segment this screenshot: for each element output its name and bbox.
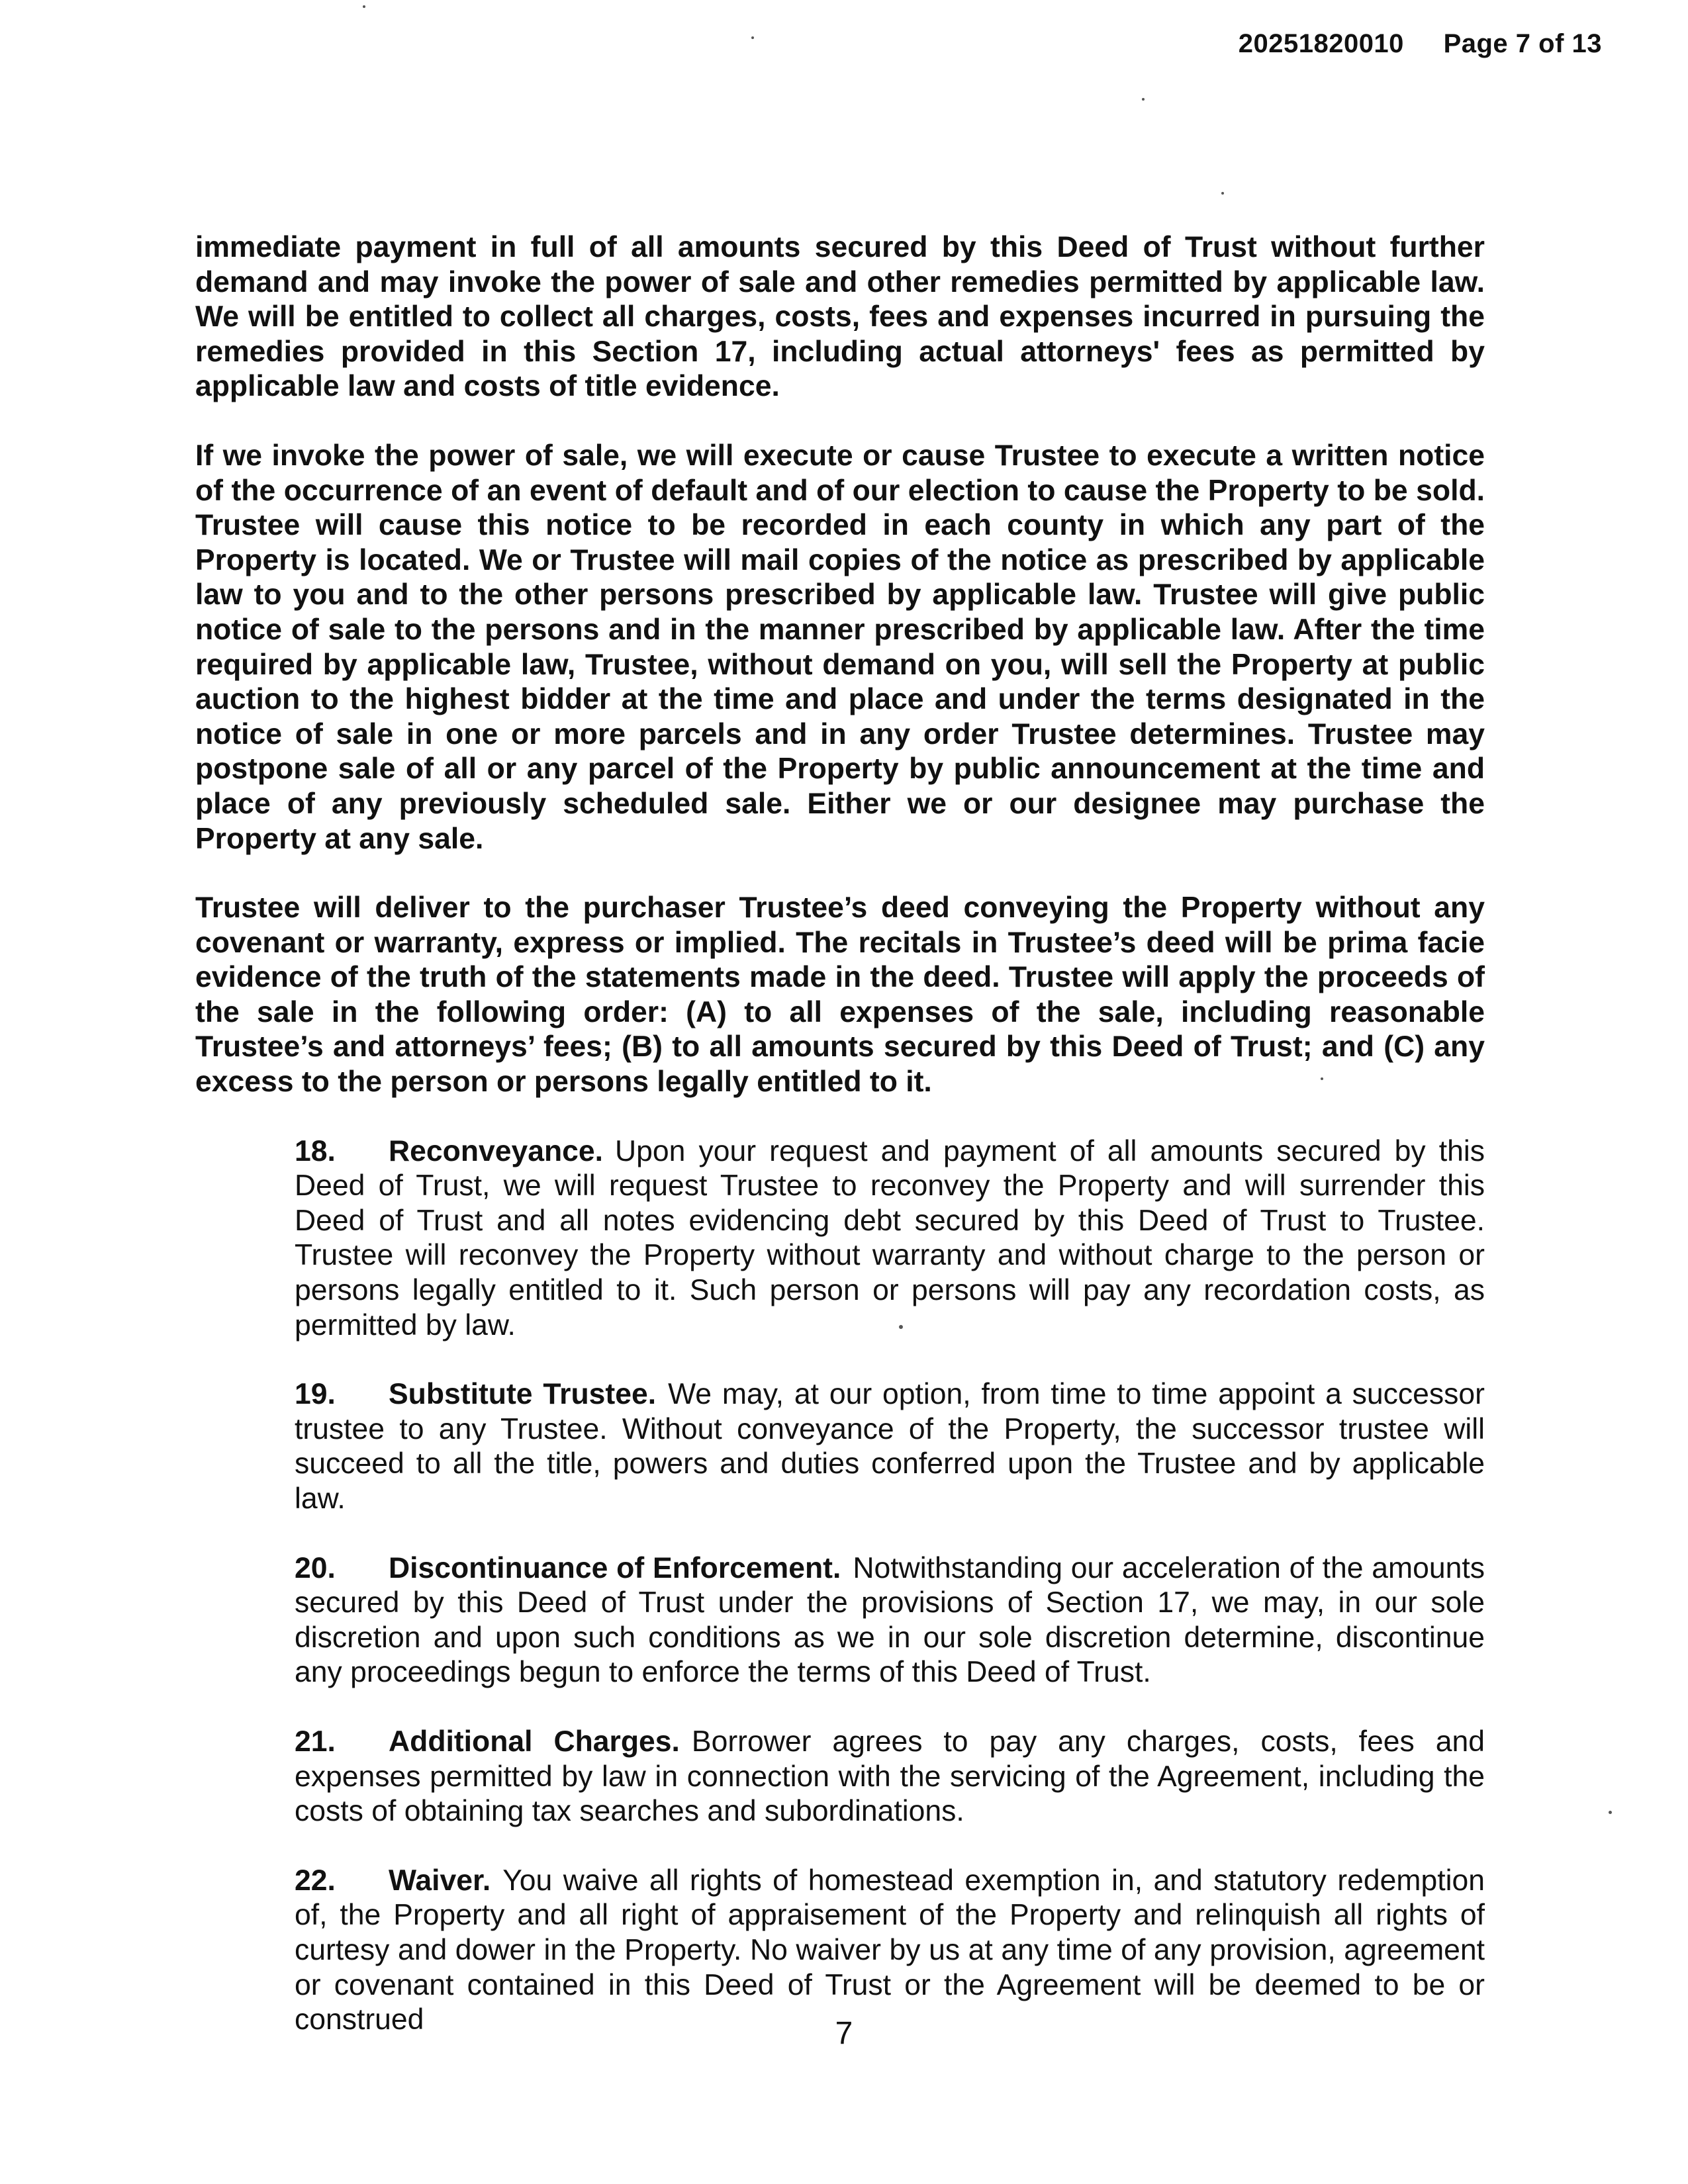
section-number: 22. <box>295 1864 336 1897</box>
section-19-substitute-trustee <box>195 1377 1485 1516</box>
section-text: You waive all rights of homestead exemption in, and statutory redemption of, the Property and all right of appraisement of the Property and relinquish all rights of curtesy and dower in the Property. No waiver by us at any time of any provision, agreement or covenant contained in this Deed of Trust or the Agreement will be deemed to be or construed <box>295 1864 1485 2036</box>
section-18-reconveyance <box>195 1134 1485 1343</box>
scan-speck <box>1142 98 1145 101</box>
section-text: Notwithstanding our acceleration of the amounts secured by this Deed of Trust under the provisions of Section 17, we may, in our sole discretion and upon such conditions as we in our sole discretion determine, discontinue any proceedings begun to enforce the terms of this Deed of Trust. <box>295 1551 1485 1689</box>
section-number: 18. <box>295 1134 336 1167</box>
section-20-discontinuance <box>195 1551 1485 1690</box>
scan-speck <box>363 5 365 8</box>
section-title: Substitute Trustee. <box>389 1378 657 1411</box>
document-number: 20251820010 <box>1238 29 1404 58</box>
section-title: Additional Charges. <box>389 1725 680 1758</box>
paragraph-trustee-deed: Trustee will deliver to the purchaser Trustee’s deed conveying the Property without any covenant or warranty, express or implied. The recitals in Trustee’s deed will be prima facie evidence of the truth of the statements made in the deed. Trustee will apply the proceeds of the sale in the following order: (A) to all expenses of the sale, including reasonable Trustee’s and attorneys’ fees; (B) to all amounts secured by this Deed of Trust; and (C) any excess to the person or persons legally entitled to it. <box>195 891 1485 1099</box>
section-title: Waiver. <box>389 1864 491 1897</box>
scan-speck <box>1221 192 1224 195</box>
section-number: 20. <box>295 1551 336 1584</box>
page-of-label: Page 7 of 13 <box>1443 29 1602 58</box>
section-text: Borrower agrees to pay any charges, costs, fees and expenses permitted by law in connection with the servicing of the Agreement, including the costs of obtaining tax searches and subordinations. <box>295 1725 1485 1828</box>
section-number: 19. <box>295 1378 336 1411</box>
section-text: We may, at our option, from time to time appoint a successor trustee to any Trustee. Without conveyance of the Property, the successor trustee will succeed to all the title, powers and duties conferred upon the Trustee and by applicable law. <box>295 1378 1485 1515</box>
scan-speck <box>1609 1811 1612 1814</box>
scan-speck <box>899 1325 903 1329</box>
scan-speck <box>1321 1077 1323 1080</box>
scan-speck <box>751 36 754 39</box>
section-title: Discontinuance of Enforcement. <box>389 1551 841 1584</box>
document-body <box>195 230 1485 2038</box>
page-header <box>1239 29 1602 59</box>
paragraph-remedies: immediate payment in full of all amounts secured by this Deed of Trust without further demand and may invoke the power of sale and other remedies permitted by applicable law. We will be entitled to collect all charges, costs, fees and expenses incurred in pursuing the remedies provided in this Section 17, including actual attorneys' fees as permitted by applicable law and costs of title evidence. <box>195 231 1485 403</box>
section-number: 21. <box>295 1725 336 1758</box>
page-number: 7 <box>835 2016 853 2051</box>
section-21-additional-charges <box>195 1725 1485 1829</box>
section-title: Reconveyance. <box>389 1134 604 1167</box>
section-22-waiver <box>195 1864 1485 2038</box>
section-text: Upon your request and payment of all amounts secured by this Deed of Trust, we will request Trustee to reconvey the Property and will surrender this Deed of Trust and all notes evidencing debt secured by this Deed of Trust to Trustee. Trustee will reconvey the Property without warranty and without charge to the person or persons legally entitled to it. Such person or persons will pay any recordation costs, as permitted by law. <box>295 1134 1485 1342</box>
paragraph-power-of-sale: If we invoke the power of sale, we will execute or cause Trustee to execute a written notice of the occurrence of an event of default and of our election to cause the Property to be sold. Trustee will cause this notice to be recorded in each county in which any part of the Property is located. We or Trustee will mail copies of the notice as prescribed by applicable law to you and to the other persons prescribed by applicable law. Trustee will give public notice of sale to the persons and in the manner prescribed by applicable law. After the time required by applicable law, Trustee, without demand on you, will sell the Property at public auction to the highest bidder at the time and place and under the terms designated in the notice of sale in one or more parcels and in any order Trustee determines. Trustee may postpone sale of all or any parcel of the Property by public announcement at the time and place of any previously scheduled sale. Either we or our designee may purchase the Property at any sale. <box>195 439 1485 855</box>
